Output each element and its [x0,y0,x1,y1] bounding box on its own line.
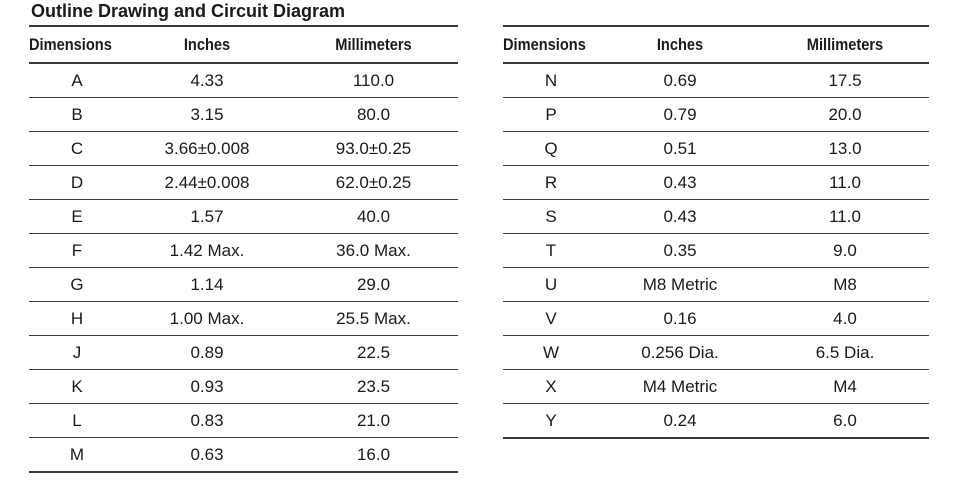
cell-millimeters: 11.0 [761,166,929,200]
cell-millimeters: 22.5 [289,336,458,370]
cell-inches: 0.83 [125,404,289,438]
cell-inches: 1.00 Max. [125,302,289,336]
table-row [503,268,929,302]
cell-dimension: T [503,234,599,268]
table-header-row [29,26,458,63]
table-row [29,166,458,200]
cell-millimeters: 16.0 [289,438,458,473]
cell-millimeters: 9.0 [761,234,929,268]
table-row [29,98,458,132]
column-header-millimeters: Millimeters [301,26,446,63]
cell-dimension: L [29,404,125,438]
cell-millimeters: 11.0 [761,200,929,234]
cell-millimeters: 6.0 [761,404,929,439]
page-title: Outline Drawing and Circuit Diagram [31,1,346,21]
table-row [29,200,458,234]
cell-dimension: U [503,268,599,302]
table-row [503,63,929,98]
cell-dimension: J [29,336,125,370]
cell-dimension: K [29,370,125,404]
cell-dimension: G [29,268,125,302]
cell-inches: 0.79 [599,98,761,132]
cell-dimension: A [29,63,125,98]
cell-millimeters: 40.0 [289,200,458,234]
cell-millimeters: 25.5 Max. [289,302,458,336]
cell-inches: 3.15 [125,98,289,132]
table-row [29,370,458,404]
table-row [29,268,458,302]
cell-millimeters: 20.0 [761,98,929,132]
cell-inches: 0.16 [599,302,761,336]
cell-millimeters: 4.0 [761,302,929,336]
table-row [29,438,458,473]
table-row [29,63,458,98]
cell-dimension: W [503,336,599,370]
column-header-dimensions: Dimensions [29,26,112,63]
column-header-dimensions: Dimensions [503,26,586,63]
cell-inches: 0.43 [599,166,761,200]
table-row [29,132,458,166]
column-header-millimeters: Millimeters [773,26,917,63]
table-row [503,336,929,370]
cell-inches: 0.89 [125,336,289,370]
cell-dimension: X [503,370,599,404]
table-row [503,166,929,200]
cell-dimension: Q [503,132,599,166]
cell-dimension: Y [503,404,599,439]
table-row [29,302,458,336]
table-row [503,404,929,439]
cell-millimeters: 23.5 [289,370,458,404]
dimensions-table-right [503,25,929,439]
cell-inches: 4.33 [125,63,289,98]
cell-inches: 2.44±0.008 [125,166,289,200]
cell-inches: 0.63 [125,438,289,473]
cell-dimension: N [503,63,599,98]
cell-millimeters: 21.0 [289,404,458,438]
cell-dimension: V [503,302,599,336]
cell-inches: 0.43 [599,200,761,234]
cell-dimension: F [29,234,125,268]
cell-dimension: M [29,438,125,473]
table-body [503,63,929,438]
column-header-inches: Inches [610,26,749,63]
cell-dimension: D [29,166,125,200]
dimensions-table-left [29,25,458,473]
cell-inches: 0.51 [599,132,761,166]
cell-dimension: P [503,98,599,132]
cell-inches: M4 Metric [599,370,761,404]
cell-millimeters: 93.0±0.25 [289,132,458,166]
cell-dimension: R [503,166,599,200]
cell-inches: 0.35 [599,234,761,268]
table-row [29,336,458,370]
cell-dimension: H [29,302,125,336]
cell-millimeters: M4 [761,370,929,404]
column-header-inches: Inches [136,26,277,63]
cell-dimension: B [29,98,125,132]
cell-millimeters: 36.0 Max. [289,234,458,268]
table-row [503,302,929,336]
cell-millimeters: 62.0±0.25 [289,166,458,200]
table-row [503,132,929,166]
cell-millimeters: 29.0 [289,268,458,302]
table-row [29,234,458,268]
cell-inches: 0.93 [125,370,289,404]
cell-inches: 1.42 Max. [125,234,289,268]
table-row [503,370,929,404]
cell-millimeters: 13.0 [761,132,929,166]
cell-inches: 3.66±0.008 [125,132,289,166]
table-row [503,234,929,268]
cell-inches: 0.24 [599,404,761,439]
table-header-row [503,26,929,63]
table-body [29,63,458,472]
table-row [503,98,929,132]
cell-dimension: C [29,132,125,166]
cell-dimension: E [29,200,125,234]
cell-millimeters: M8 [761,268,929,302]
cell-dimension: S [503,200,599,234]
cell-millimeters: 110.0 [289,63,458,98]
table-row [503,200,929,234]
cell-inches: 1.57 [125,200,289,234]
cell-millimeters: 80.0 [289,98,458,132]
cell-inches: 0.69 [599,63,761,98]
cell-millimeters: 17.5 [761,63,929,98]
cell-inches: 0.256 Dia. [599,336,761,370]
cell-millimeters: 6.5 Dia. [761,336,929,370]
table-row [29,404,458,438]
cell-inches: 1.14 [125,268,289,302]
cell-inches: M8 Metric [599,268,761,302]
